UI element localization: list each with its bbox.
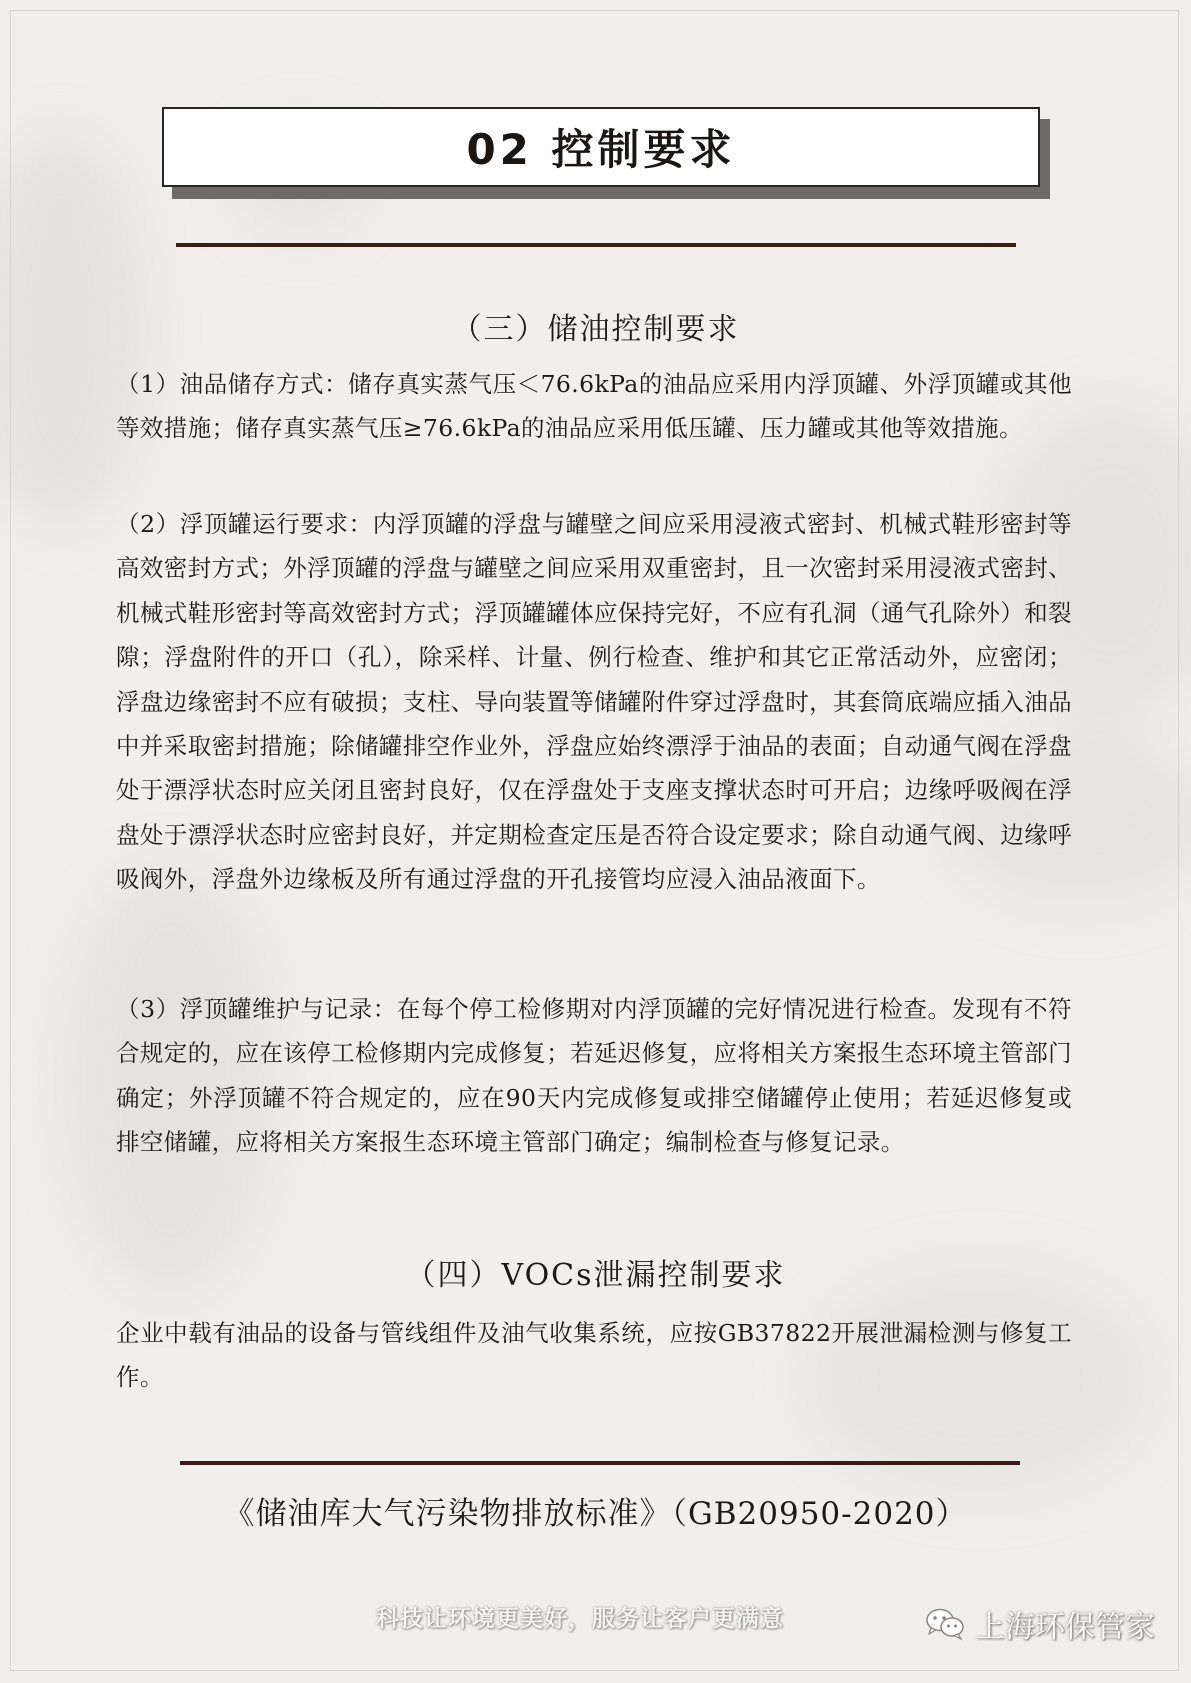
divider-top bbox=[176, 243, 1016, 247]
brand-name: 上海环保管家 bbox=[975, 1610, 1155, 1645]
paragraph-storage-method bbox=[116, 362, 1072, 451]
paragraph-text: 企业中载有油品的设备与管线组件及油气收集系统，应按GB37822开展泄漏检测与修复工作。 bbox=[116, 1319, 1072, 1392]
section-three-heading: （三）储油控制要求 bbox=[451, 312, 740, 347]
page-title: 02 控制要求 bbox=[466, 125, 736, 174]
paragraph-maintenance-records bbox=[116, 987, 1072, 1165]
footer-slogan: 科技让环境更美好，服务让客户更满意 bbox=[376, 1606, 784, 1632]
section-four-heading: （四）VOCs泄漏控制要求 bbox=[405, 1258, 786, 1293]
brand-watermark bbox=[925, 1604, 1155, 1644]
paragraph-floating-roof-operation bbox=[116, 502, 1072, 902]
paragraph-text: （2）浮顶罐运行要求：内浮顶罐的浮盘与罐壁之间应采用浸液式密封、机械式鞋形密封等高效密封方式；外浮顶罐的浮盘与罐壁之间应采用双重密封，且一次密封采用浸液式密封、机械式鞋形密封等高效密封方式；浮顶罐罐体应保持完好，不应有孔洞（通气孔除外）和裂隙；浮盘附件的开口（孔），除采样、计量、例行检查、维护和其它正常活动外，应密闭；浮盘边缘密封不应有破损；支柱、导向装置等储罐附件穿过浮盘时，其套筒底端应插入油品中并采取密封措施；除储罐排空作业外，浮盘应始终漂浮于油品的表面；自动通气阀在浮盘处于漂浮状态时应关闭且密封良好，仅在浮盘处于支座支撑状态时可开启；边缘呼吸阀在浮盘处于漂浮状态时应密封良好，并定期检查定压是否符合设定要求；除自动通气阀、边缘呼吸阀外，浮盘外边缘板及所有通过浮盘的开孔接管均应浸入油品液面下。 bbox=[116, 510, 1072, 894]
title-banner bbox=[162, 107, 1040, 187]
paragraph-text: （3）浮顶罐维护与记录：在每个停工检修期对内浮顶罐的完好情况进行检查。发现有不符合规定的，应在该停工检修期内完成修复；若延迟修复，应将相关方案报生态环境主管部门确定；外浮顶罐不符合规定的，应在90天内完成修复或排空储罐停止使用；若延迟修复或排空储罐，应将相关方案报生态环境主管部门确定；编制检查与修复记录。 bbox=[116, 995, 1072, 1157]
paragraph-text: （1）油品储存方式：储存真实蒸气压＜76.6kPa的油品应采用内浮顶罐、外浮顶罐或其他等效措施；储存真实蒸气压≥76.6kPa的油品应采用低压罐、压力罐或其他等效措施。 bbox=[116, 370, 1072, 443]
paragraph-leak-detection bbox=[116, 1311, 1072, 1400]
wechat-icon bbox=[925, 1607, 965, 1641]
standard-citation: 《储油库大气污染物排放标准》（GB20950-2020） bbox=[223, 1496, 968, 1532]
divider-bottom bbox=[180, 1461, 1020, 1465]
